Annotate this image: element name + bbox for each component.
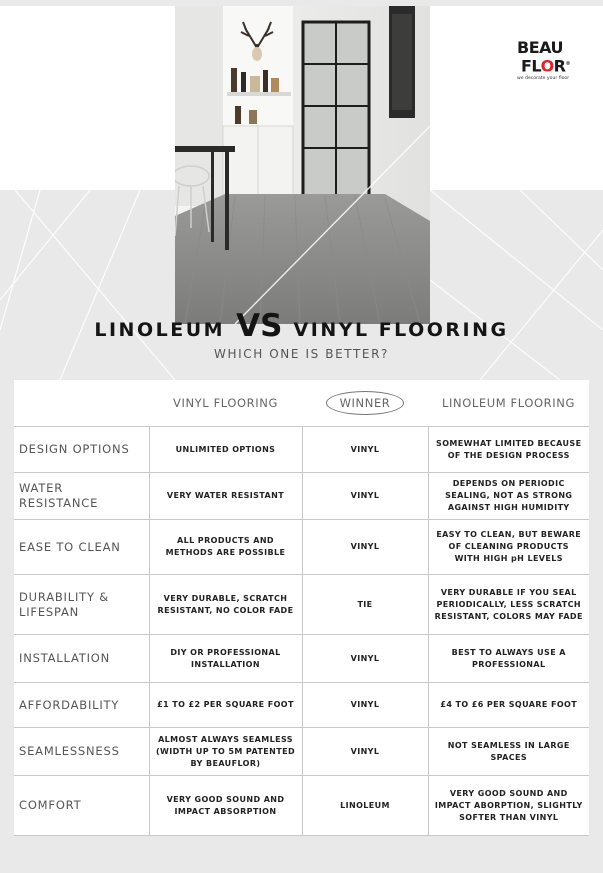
row-linoleum: VERY DURABLE IF YOU SEAL PERIODICALLY, LESS SCRATCH RESISTANT, COLORS MAY FADE (428, 575, 589, 635)
table-row (14, 575, 589, 635)
winner-badge: WINNER (326, 391, 405, 415)
header-linoleum-flooring: LINOLEUM FLOORING (442, 396, 575, 410)
room-photo (175, 6, 430, 324)
title-vs: VS (236, 308, 283, 344)
row-vinyl: £1 TO £2 PER SQUARE FOOT (149, 683, 302, 728)
row-vinyl: VERY GOOD SOUND AND IMPACT ABSORPTION (149, 776, 302, 836)
row-winner: VINYL (302, 427, 428, 473)
row-winner: VINYL (302, 635, 428, 683)
logo-r: R (553, 56, 566, 76)
logo-tagline: we decorate your floor (517, 76, 570, 82)
comparison-table (14, 380, 589, 836)
row-winner: VINYL (302, 683, 428, 728)
table-row (14, 683, 589, 728)
table-header-row (14, 380, 589, 427)
row-criteria: COMFORT (14, 776, 149, 836)
row-linoleum: DEPENDS ON PERIODIC SEALING, NOT AS STRONG AGAINST HIGH HUMIDITY (428, 473, 589, 520)
row-criteria: INSTALLATION (14, 635, 149, 683)
row-vinyl: DIY OR PROFESSIONAL INSTALLATION (149, 635, 302, 683)
beauflor-logo (517, 40, 579, 81)
row-vinyl: VERY DURABLE, SCRATCH RESISTANT, NO COLOR FADE (149, 575, 302, 635)
row-vinyl: ALL PRODUCTS AND METHODS ARE POSSIBLE (149, 520, 302, 575)
header-criteria (14, 380, 149, 427)
table-row (14, 473, 589, 520)
row-winner: VINYL (302, 520, 428, 575)
row-vinyl: VERY WATER RESISTANT (149, 473, 302, 520)
table-row (14, 520, 589, 575)
row-vinyl: UNLIMITED OPTIONS (149, 427, 302, 473)
white-panel-left (0, 6, 175, 190)
row-linoleum: BEST TO ALWAYS USE A PROFESSIONAL (428, 635, 589, 683)
table-row (14, 635, 589, 683)
white-panel-right (430, 6, 603, 190)
row-criteria: DURABILITY & LIFESPAN (14, 575, 149, 635)
row-criteria: AFFORDABILITY (14, 683, 149, 728)
table-row (14, 728, 589, 776)
row-winner: LINOLEUM (302, 776, 428, 836)
registered-mark: ® (565, 61, 570, 67)
row-criteria: EASE TO CLEAN (14, 520, 149, 575)
logo-line-2 (517, 56, 579, 74)
page-subtitle: WHICH ONE IS BETTER? (214, 347, 389, 361)
row-criteria: WATER RESISTANCE (14, 473, 149, 520)
row-vinyl: ALMOST ALWAYS SEAMLESS (WIDTH UP TO 5M PATENTED BY BEAUFLOR) (149, 728, 302, 776)
table-row (14, 427, 589, 473)
title-vinyl-flooring: VINYL FLOORING (293, 319, 509, 341)
table-row (14, 776, 589, 836)
row-winner: TIE (302, 575, 428, 635)
row-linoleum: EASY TO CLEAN, BUT BEWARE OF CLEANING PRODUCTS WITH HIGH pH LEVELS (428, 520, 589, 575)
logo-line-1: BEAU (517, 38, 564, 57)
row-winner: VINYL (302, 728, 428, 776)
page-title (0, 308, 603, 344)
logo-o: O (540, 56, 554, 76)
header-winner (302, 380, 428, 427)
logo-fl: FL (521, 56, 541, 76)
row-linoleum: £4 TO £6 PER SQUARE FOOT (428, 683, 589, 728)
title-linoleum: LINOLEUM (94, 319, 226, 341)
row-winner: VINYL (302, 473, 428, 520)
row-linoleum: VERY GOOD SOUND AND IMPACT ABORPTION, SLIGHTLY SOFTER THAN VINYL (428, 776, 589, 836)
row-criteria: SEAMLESSNESS (14, 728, 149, 776)
header-vinyl-flooring: VINYL FLOORING (173, 396, 278, 410)
row-criteria: DESIGN OPTIONS (14, 427, 149, 473)
row-linoleum: SOMEWHAT LIMITED BECAUSE OF THE DESIGN PROCESS (428, 427, 589, 473)
row-linoleum: NOT SEAMLESS IN LARGE SPACES (428, 728, 589, 776)
